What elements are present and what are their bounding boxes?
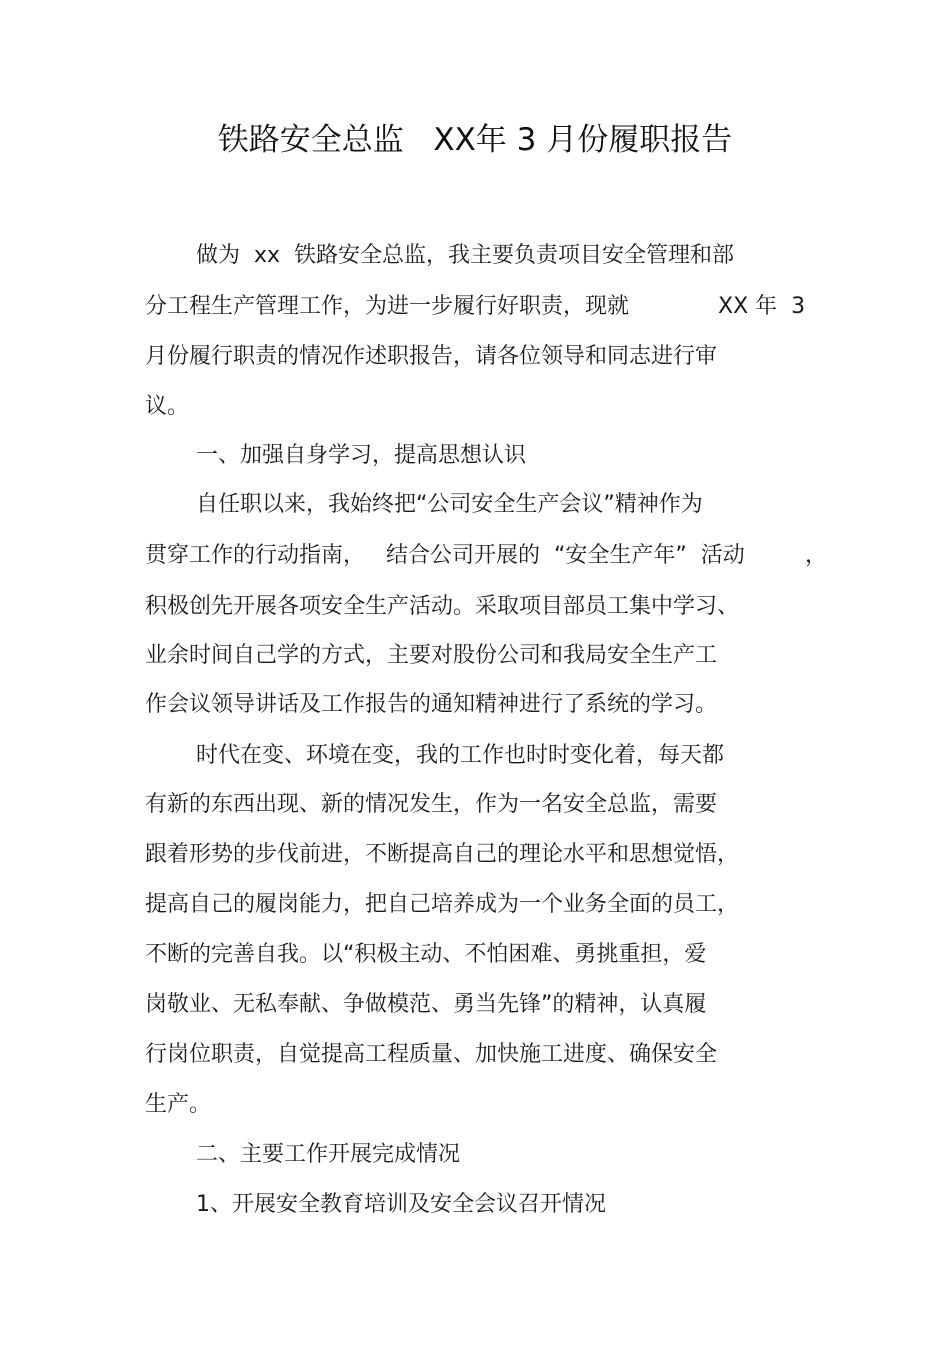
paragraph-line: 跟着形势的步伐前进，不断提高自己的理论水平和思想觉悟， xyxy=(145,842,740,867)
paragraph-line: 议。 xyxy=(145,394,190,419)
paragraph-line-tail: XX 年 3 xyxy=(718,294,806,319)
paragraph-line: 作会议领导讲话及工作报告的通知精神进行了系统的学习。 xyxy=(145,692,718,717)
section-heading: 一、加强自身学习，提高思想认识 xyxy=(196,443,527,468)
paragraph-line: 行岗位职责，自觉提高工程质量、加快施工进度、确保安全 xyxy=(145,1042,718,1067)
paragraph-line: 有新的东西出现、新的情况发生，作为一名安全总监，需要 xyxy=(145,792,718,817)
paragraph-line: 月份履行职责的情况作述职报告，请各位领导和同志进行审 xyxy=(145,344,718,369)
section-heading: 二、主要工作开展完成情况 xyxy=(196,1142,461,1167)
paragraph-line: 提高自己的履岗能力，把自己培养成为一个业务全面的员工， xyxy=(145,892,740,917)
subsection-heading: 1、开展安全教育培训及安全会议召开情况 xyxy=(196,1192,606,1217)
paragraph-line: 做为 xx 铁路安全总监，我主要负责项目安全管理和部 xyxy=(196,243,735,268)
document-title: 铁路安全总监 XX年 3 月份履职报告 xyxy=(217,122,733,158)
paragraph-line: 不断的完善自我。以“积极主动、不怕困难、勇挑重担，爱 xyxy=(145,942,707,967)
paragraph-line: 积极创先开展各项安全生产活动。采取项目部员工集中学习、 xyxy=(145,594,740,619)
paragraph-line: 岗敬业、无私奉献、争做模范、勇当先锋”的精神，认真履 xyxy=(145,992,707,1017)
paragraph-line: 自任职以来，我始终把“公司安全生产会议”精神作为 xyxy=(196,492,703,517)
paragraph-line: 时代在变、环境在变，我的工作也时时变化着，每天都 xyxy=(196,743,725,768)
paragraph-line: 分工程生产管理工作，为进一步履行好职责，现就 xyxy=(145,294,630,319)
paragraph-line: 业余时间自己学的方式，主要对股份公司和我局安全生产工 xyxy=(145,643,718,668)
paragraph-line: 贯穿工作的行动指南， 结合公司开展的 “安全生产年” 活动 xyxy=(145,543,745,568)
paragraph-line-tail: ， xyxy=(805,543,828,568)
paragraph-line: 生产。 xyxy=(145,1092,212,1117)
